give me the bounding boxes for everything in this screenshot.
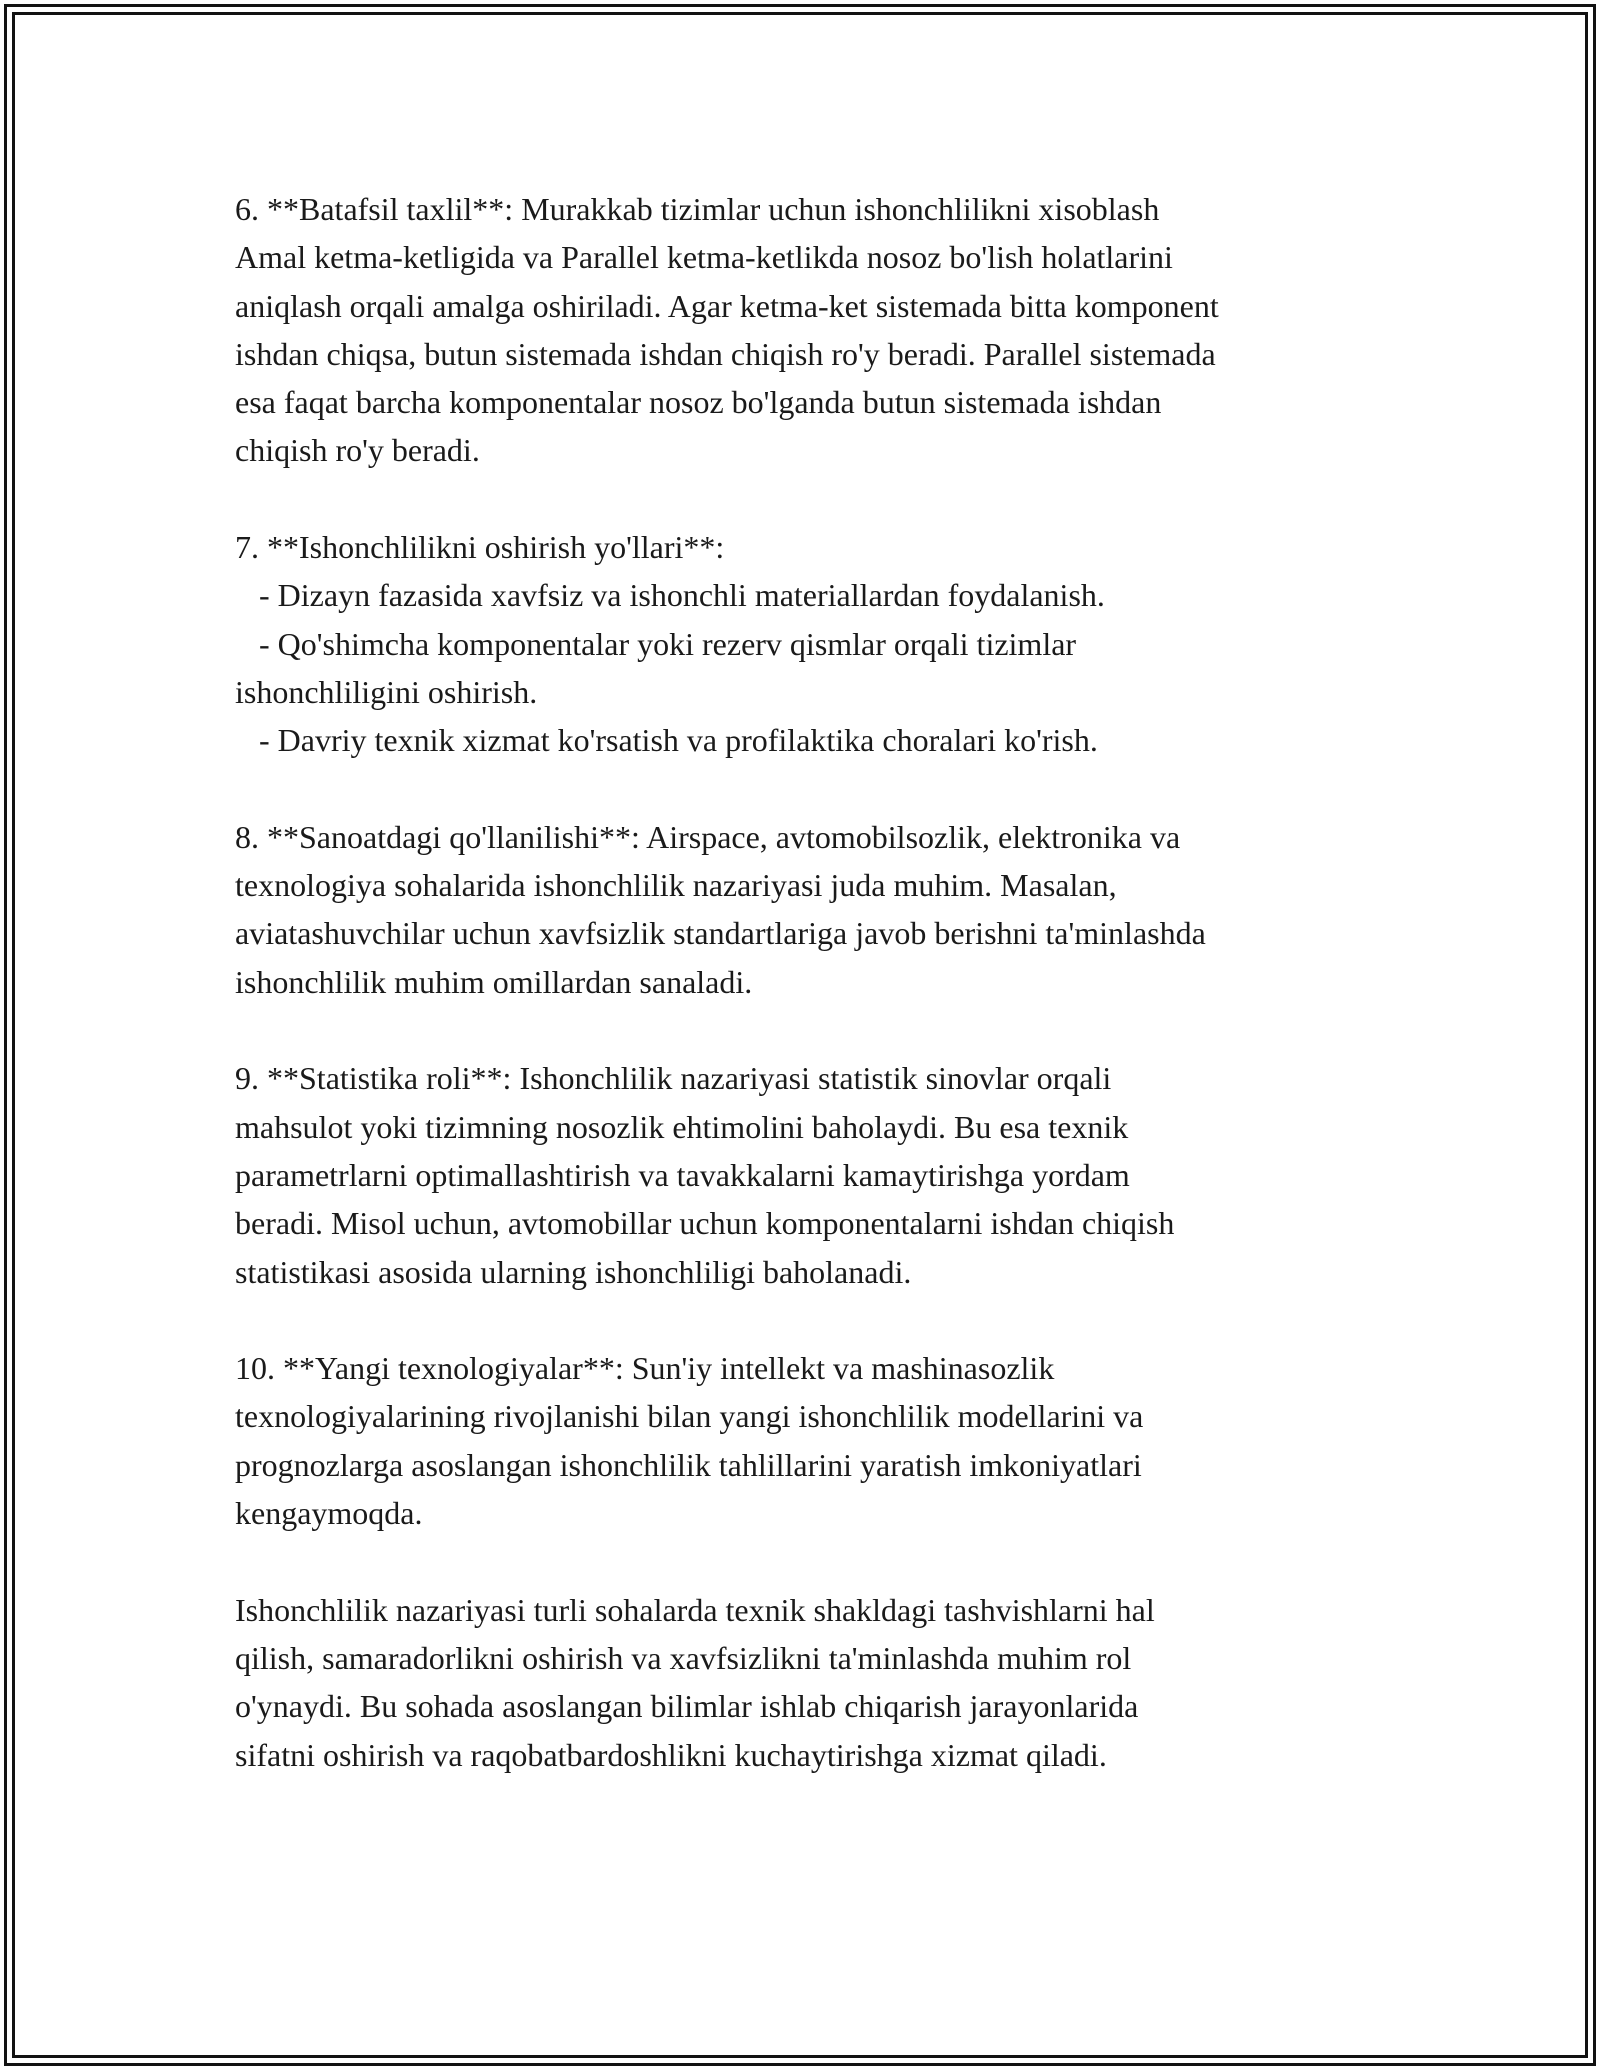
text-line: texnologiyalarining rivojlanishi bilan yangi ishonchlilik modellarini va: [235, 1398, 1144, 1435]
list-item: - Dizayn fazasida xavfsiz va ishonchli materiallardan foydalanish.: [235, 577, 1105, 614]
list-item: - Davriy texnik xizmat ko'rsatish va profilaktika choralari ko'rish.: [235, 722, 1098, 759]
text-line: sifatni oshirish va raqobatbardoshlikni kuchaytirishga xizmat qiladi.: [235, 1736, 1107, 1773]
text-line: ishonchlilik muhim omillardan sanaladi.: [235, 963, 753, 1000]
section-8-industry-application: [235, 813, 1385, 1006]
text-line: 8. **Sanoatdagi qo'llanilishi**: Airspace, avtomobilsozlik, elektronika va: [235, 818, 1181, 855]
text-line: 9. **Statistika roli**: Ishonchlilik nazariyasi statistik sinovlar orqali: [235, 1060, 1112, 1097]
text-line: texnologiya sohalarida ishonchlilik nazariyasi juda muhim. Masalan,: [235, 867, 1117, 904]
text-line: mahsulot yoki tizimning nosozlik ehtimolini baholaydi. Bu esa texnik: [235, 1108, 1129, 1145]
text-line: aviatashuvchilar uchun xavfsizlik standartlariga javob berishni ta'minlashda: [235, 915, 1206, 952]
text-line: statistikasi asosida ularning ishonchliligi baholanadi.: [235, 1253, 912, 1290]
text-line: Amal ketma-ketligida va Parallel ketma-ketlikda nosoz bo'lish holatlarini: [235, 239, 1173, 276]
text-line: prognozlarga asoslangan ishonchlilik tahlillarini yaratish imkoniyatlari: [235, 1446, 1142, 1483]
conclusion-paragraph: [235, 1586, 1385, 1779]
text-line: aniqlash orqali amalga oshiriladi. Agar ketma-ket sistemada bitta komponent: [235, 287, 1219, 324]
text-line: 7. **Ishonchlilikni oshirish yo'llari**:: [235, 529, 725, 566]
text-line: 6. **Batafsil taxlil**: Murakkab tizimlar uchun ishonchlilikni xisoblash: [235, 191, 1160, 227]
text-line: ishdan chiqsa, butun sistemada ishdan chiqish ro'y beradi. Parallel sistemada: [235, 335, 1216, 372]
text-line: 10. **Yangi texnologiyalar**: Sun'iy intellekt va mashinasozlik: [235, 1350, 1055, 1387]
text-line: beradi. Misol uchun, avtomobillar uchun komponentalarni ishdan chiqish: [235, 1205, 1175, 1242]
text-line: kengaymoqda.: [235, 1495, 423, 1532]
section-6-detailed-analysis: [235, 185, 1385, 475]
text-line: parametrlarni optimallashtirish va tavakkalarni kamaytirishga yordam: [235, 1156, 1130, 1193]
text-line: esa faqat barcha komponentalar nosoz bo'lganda butun sistemada ishdan: [235, 384, 1162, 421]
list-item: - Qo'shimcha komponentalar yoki rezerv qismlar orqali tizimlar: [235, 625, 1077, 662]
text-line: Ishonchlilik nazariyasi turli sohalarda texnik shakldagi tashvishlarni hal: [235, 1591, 1155, 1628]
text-line: qilish, samaradorlikni oshirish va xavfsizlikni ta'minlashda muhim rol: [235, 1639, 1132, 1676]
section-9-statistics-role: [235, 1054, 1385, 1295]
text-line: chiqish ro'y beradi.: [235, 432, 480, 469]
text-line: o'ynaydi. Bu sohada asoslangan bilimlar ishlab chiqarish jarayonlarida: [235, 1688, 1139, 1725]
section-7-ways-to-improve: [235, 523, 1385, 764]
section-10-new-technologies: [235, 1344, 1385, 1537]
document-body: [235, 185, 1385, 1827]
text-line: ishonchliligini oshirish.: [235, 673, 538, 710]
